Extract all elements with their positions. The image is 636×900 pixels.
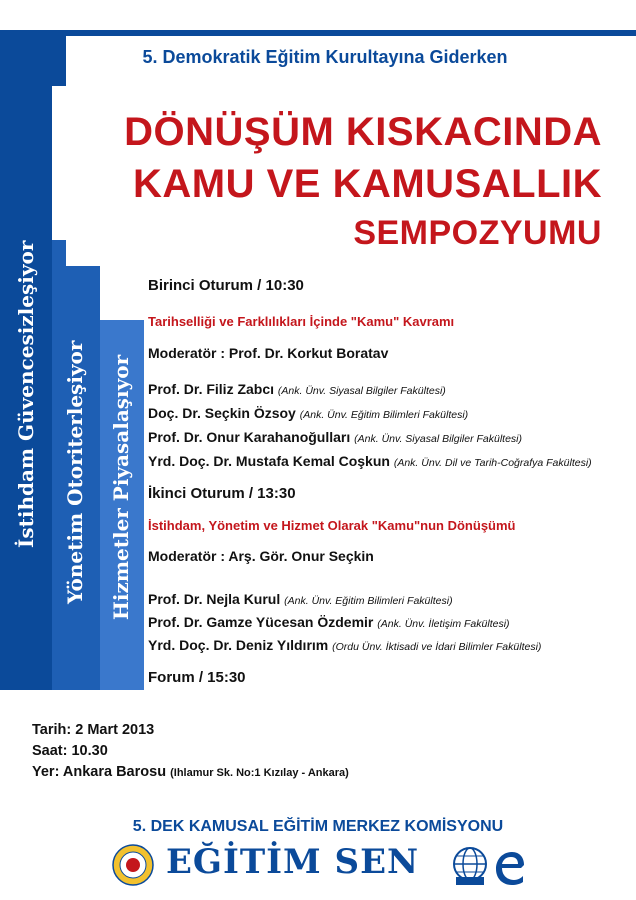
kesk-globe-icon [450,846,490,886]
title-line-3: SEMPOZYUMU [353,214,602,252]
session2-heading: İkinci Oturum / 13:30 [148,485,296,502]
speaker-row [148,405,468,421]
speaker-row [148,637,541,653]
speaker-name: Prof. Dr. Filiz Zabcı [148,381,275,397]
session1-topic: Tarihselliği ve Farklılıkları İçinde "Kamu" Kavramı [148,314,455,329]
egitim-sen-seal-icon [112,844,154,886]
session2-moderator: Moderatör : Arş. Gör. Onur Seçkin [148,548,374,564]
speaker-name: Yrd. Doç. Dr. Mustafa Kemal Coşkun [148,453,390,469]
brand-name: EĞİTİM SEN [166,842,420,882]
event-place-row [32,762,349,784]
session2-topic: İstihdam, Yönetim ve Hizmet Olarak "Kamu"nun Dönüşümü [148,518,516,533]
speaker-name: Prof. Dr. Onur Karahanoğulları [148,429,351,445]
speaker-row [148,381,446,397]
vertical-text-services: Hizmetler Piyasalaşıyor [109,354,133,620]
speaker-row [148,591,453,607]
speaker-institution: (Ank. Ünv. Eğitim Bilimleri Fakültesi) [299,409,469,421]
speaker-institution: (Ank. Ünv. Siyasal Bilgiler Fakültesi) [354,433,523,445]
event-info [32,720,349,784]
speaker-institution: (Ank. Ünv. Eğitim Bilimleri Fakültesi) [284,595,453,607]
speaker-name: Yrd. Doç. Dr. Deniz Yıldırım [148,637,329,653]
forum-heading: Forum / 15:30 [148,669,246,686]
speaker-name: Prof. Dr. Nejla Kurul [148,591,281,607]
event-date: Tarih: 2 Mart 2013 [32,722,155,738]
event-address: (Ihlamur Sk. No:1 Kızılay - Ankara) [170,767,349,779]
speaker-institution: (Ordu Ünv. İktisadi ve İdari Bilimler Fakültesi) [332,641,542,653]
speaker-institution: (Ank. Ünv. Dil ve Tarih-Coğrafya Fakültesi) [393,457,592,469]
vertical-text-management: Yönetim Otoriterleşiyor [63,340,87,604]
event-time: Saat: 10.30 [32,743,108,759]
session1-moderator: Moderatör : Prof. Dr. Korkut Boratav [148,345,389,361]
speaker-name: Doç. Dr. Seçkin Özsoy [148,405,296,421]
speaker-institution: (Ank. Ünv. İletişim Fakültesi) [377,618,510,630]
e-logo-icon [494,846,526,886]
speaker-row [148,429,522,445]
title-line-2: KAMU VE KAMUSALLIK [133,162,602,206]
speaker-row [148,453,592,469]
speaker-institution: (Ank. Ünv. Siyasal Bilgiler Fakültesi) [277,385,446,397]
subtitle: 5. Demokratik Eğitim Kurultayına Giderken [142,47,508,67]
event-place: Yer: Ankara Barosu [32,764,167,780]
speaker-name: Prof. Dr. Gamze Yücesan Özdemir [148,614,374,630]
speaker-row [148,614,510,630]
vertical-text-employment: İstihdam Güvencesizleşiyor [14,240,38,548]
commission-name: 5. DEK KAMUSAL EĞİTİM MERKEZ KOMİSYONU [132,818,504,835]
title-line-1: DÖNÜŞÜM KISKACINDA [124,110,602,154]
session1-heading: Birinci Oturum / 10:30 [148,277,304,294]
